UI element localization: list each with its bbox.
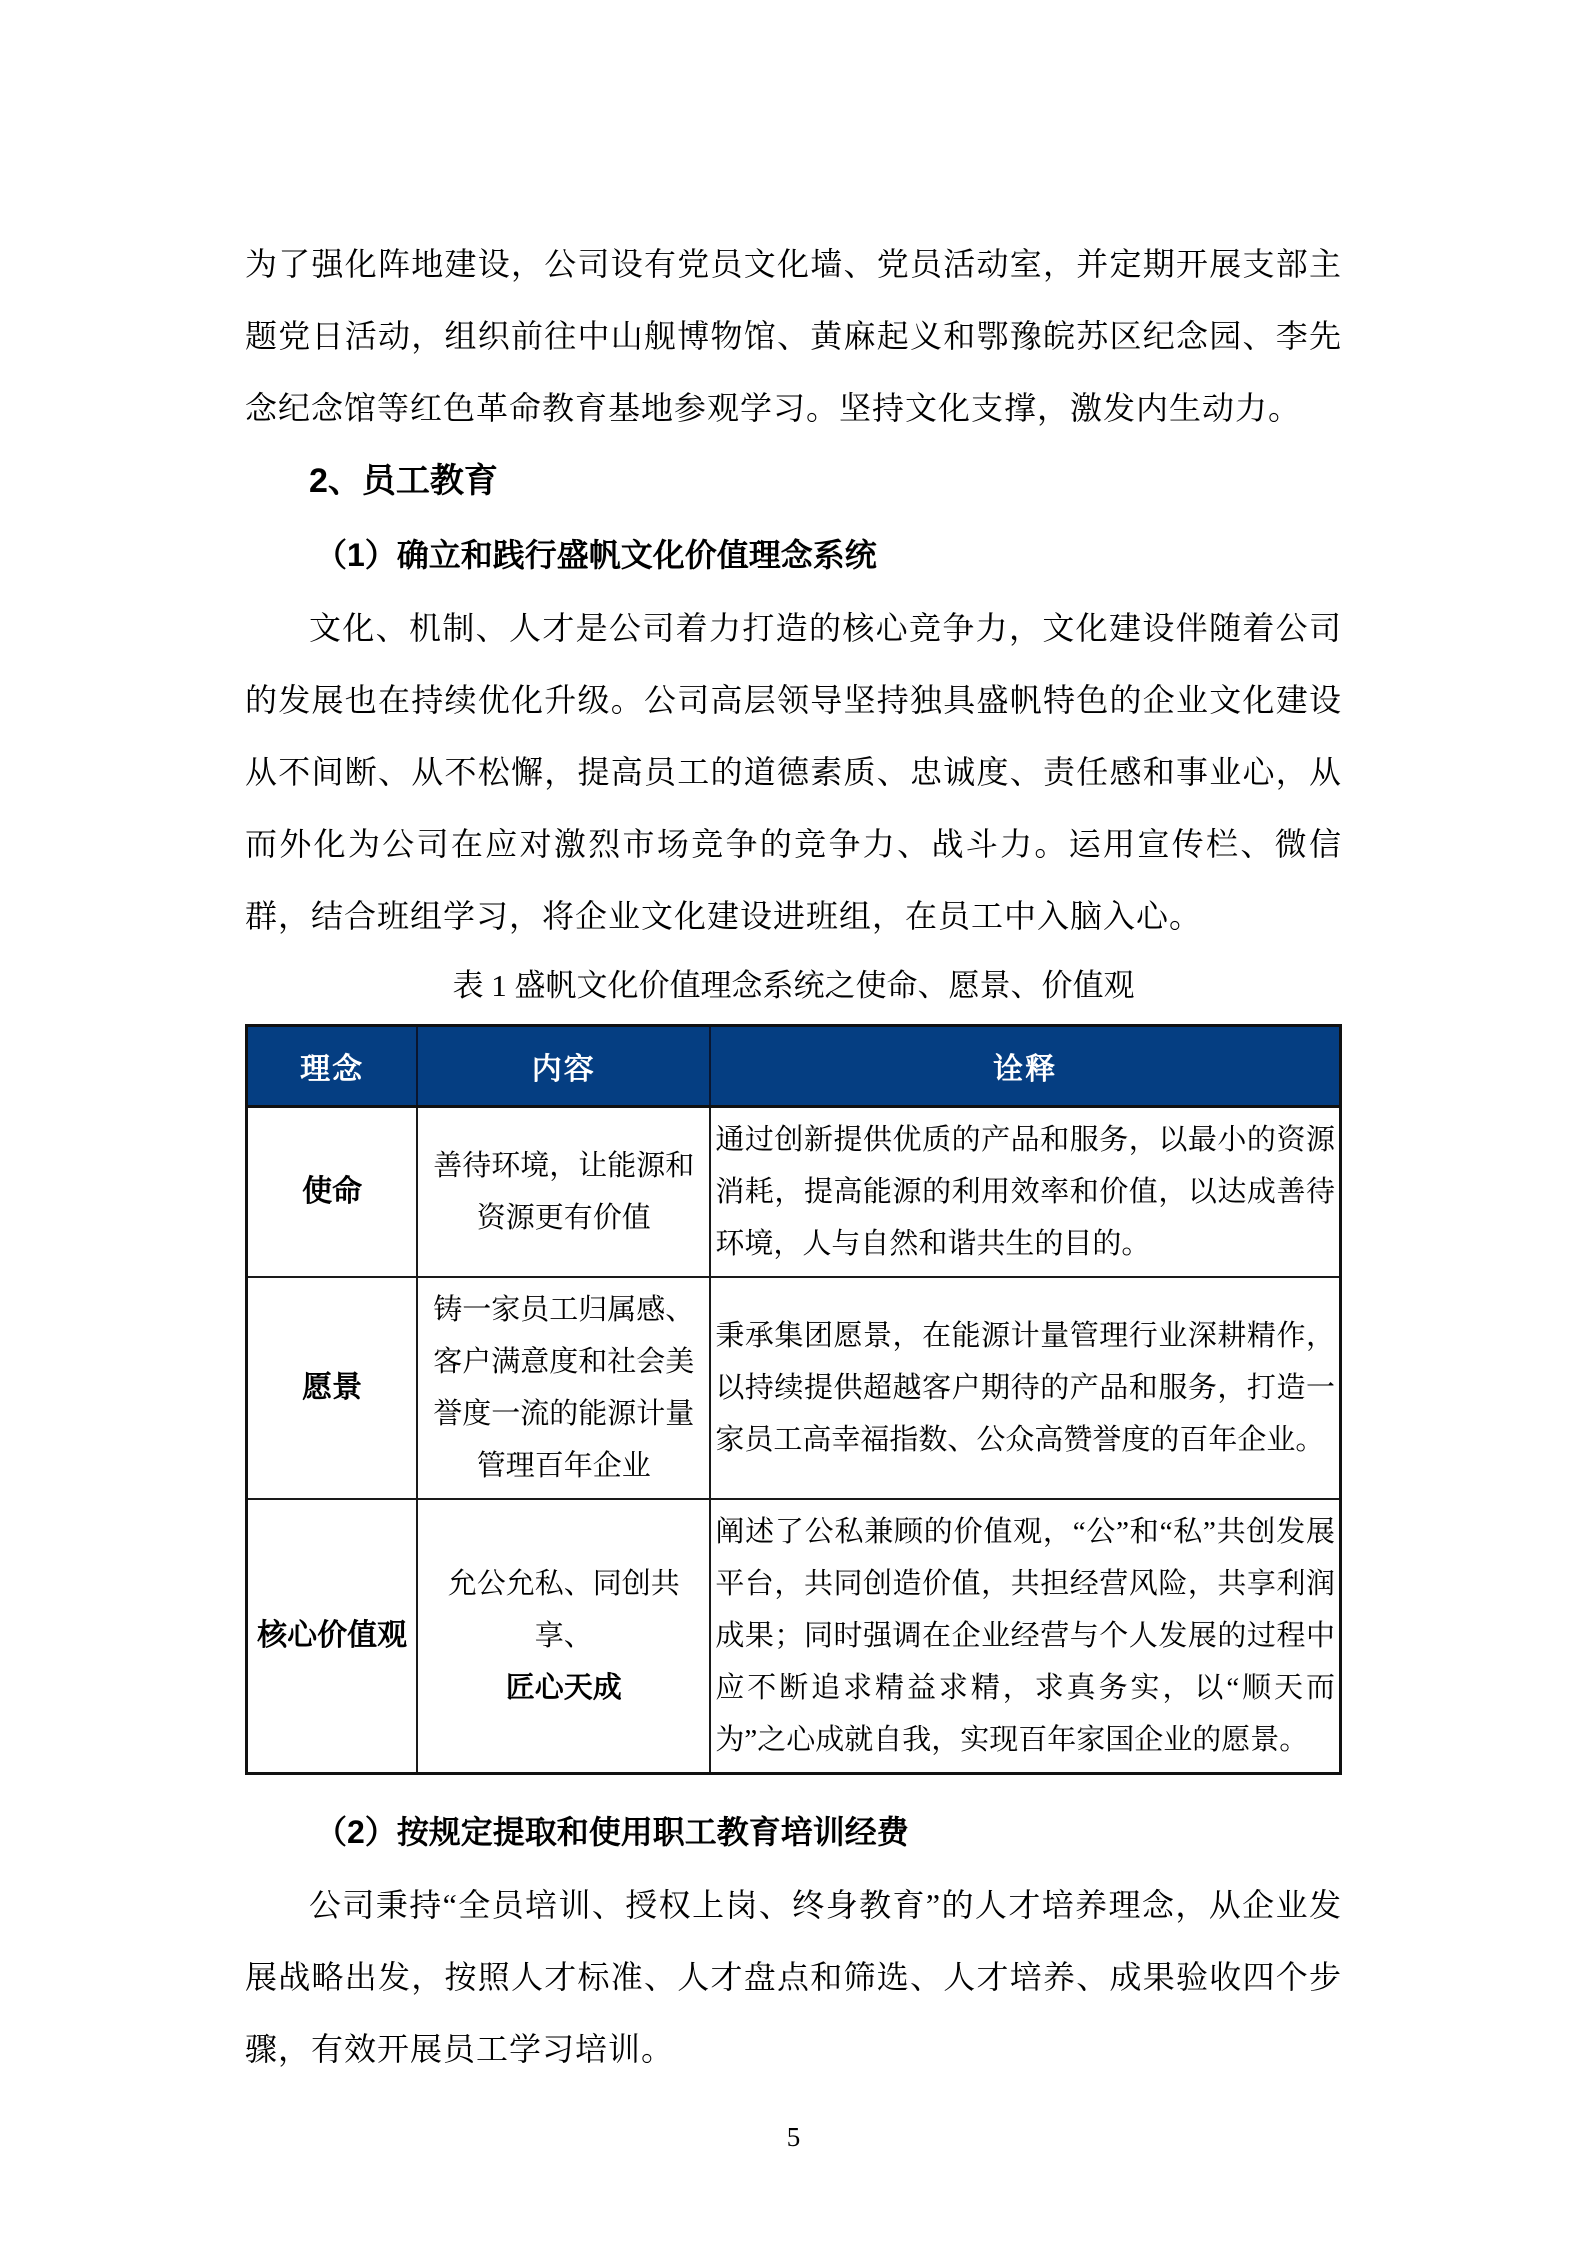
core-values-content-bold: 匠心天成 (505, 1672, 622, 1704)
cell-explanation-core-values: 阐述了公私兼顾的价值观，“公”和“私”共创发展平台，共同创造价值，共担经营风险，共享利润成果；同时强调在企业经营与个人发展的过程中应不断追求精益求精，求真务实，以“顺天而为”之心成就自我，实现百年家国企业的愿景。 (710, 1499, 1340, 1774)
table-row-vision (247, 1277, 1341, 1499)
table-header-row (247, 1026, 1341, 1107)
core-values-content-regular: 允公允私、同创共享、 (447, 1568, 680, 1652)
paragraph-culture-building: 文化、机制、人才是公司着力打造的核心竞争力，文化建设伴随着公司的发展也在持续优化升级。公司高层领导坚持独具盛帆特色的企业文化建设从不间断、从不松懈，提高员工的道德素质、忠诚度、责任感和事业心，从而外化为公司在应对激烈市场竞争的竞争力、战斗力。运用宣传栏、微信群，结合班组学习，将企业文化建设进班组，在员工中入脑入心。 (245, 610, 1342, 934)
table-row-core-values (247, 1499, 1341, 1774)
subsection-heading-training-funds: （2）按规定提取和使用职工教育培训经费 (315, 1814, 909, 1850)
cell-content-core-values (417, 1499, 710, 1774)
paragraph-talent-training: 公司秉持“全员培训、授权上岗、终身教育”的人才培养理念，从企业发展战略出发，按照人才标准、人才盘点和筛选、人才培养、成果验收四个步骤，有效开展员工学习培训。 (245, 1887, 1342, 2067)
cell-concept-vision: 愿景 (247, 1277, 418, 1499)
values-table (245, 1024, 1342, 1775)
cell-concept-mission: 使命 (247, 1107, 418, 1278)
col-header-concept: 理念 (247, 1026, 418, 1107)
cell-concept-core-values: 核心价值观 (247, 1499, 418, 1774)
page-number: 5 (786, 2122, 801, 2152)
cell-explanation-vision: 秉承集团愿景，在能源计量管理行业深耕精作，以持续提供超越客户期待的产品和服务，打造一家员工高幸福指数、公众高赞誉度的百年企业。 (710, 1277, 1340, 1499)
cell-explanation-mission: 通过创新提供优质的产品和服务，以最小的资源消耗，提高能源的利用效率和价值，以达成善待环境，人与自然和谐共生的目的。 (710, 1107, 1340, 1278)
table-row-mission (247, 1107, 1341, 1278)
section-heading-employee-education: 2、员工教育 (309, 462, 498, 500)
paragraph-party-education: 为了强化阵地建设，公司设有党员文化墙、党员活动室，并定期开展支部主题党日活动，组织前往中山舰博物馆、黄麻起义和鄂豫皖苏区纪念园、李先念纪念馆等红色革命教育基地参观学习。坚持文化支撑，激发内生动力。 (245, 246, 1342, 426)
cell-content-mission: 善待环境，让能源和资源更有价值 (417, 1107, 710, 1278)
col-header-content: 内容 (417, 1026, 710, 1107)
col-header-explanation: 诠释 (710, 1026, 1340, 1107)
subsection-heading-culture-system: （1）确立和践行盛帆文化价值理念系统 (315, 537, 877, 573)
cell-content-vision: 铸一家员工归属感、客户满意度和社会美誉度一流的能源计量管理百年企业 (417, 1277, 710, 1499)
table-caption: 表 1 盛帆文化价值理念系统之使命、愿景、价值观 (452, 968, 1135, 1003)
